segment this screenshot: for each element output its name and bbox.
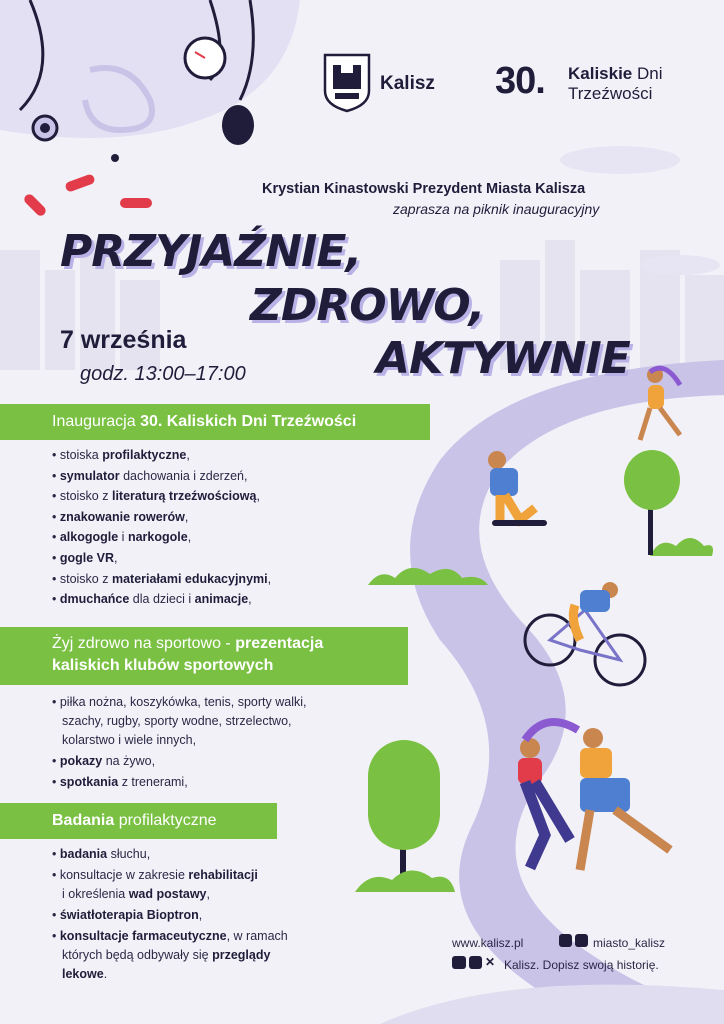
section2-list bbox=[52, 693, 307, 792]
list-item: • stoisko z materiałami edukacyjnymi, bbox=[52, 569, 271, 590]
section3-list bbox=[52, 845, 288, 984]
event-name-line1 bbox=[568, 64, 663, 84]
list-item: • dmuchańce dla dzieci i animacje, bbox=[52, 589, 271, 610]
social-handle[interactable]: miasto_kalisz bbox=[593, 936, 666, 950]
headline-line2: ZDROWO, bbox=[250, 280, 485, 331]
event-name-bold: Kaliskie bbox=[568, 64, 633, 83]
host-name: Krystian Kinastowski Prezydent Miasta Kalisza bbox=[262, 181, 586, 197]
section2-title-bold1: prezentacja bbox=[235, 635, 324, 652]
social-icons-row2 bbox=[452, 956, 498, 969]
list-item: • badania słuchu, bbox=[52, 845, 288, 864]
event-name-rest: Dni bbox=[632, 64, 663, 83]
instagram-icon[interactable] bbox=[575, 934, 588, 947]
slogan-text: Dopisz swoją historię. bbox=[539, 958, 659, 972]
section2-title-plain: Żyj zdrowo na sportowo - bbox=[52, 635, 236, 652]
website-link[interactable]: www.kalisz.pl bbox=[452, 936, 524, 950]
list-item: • stoisko z literaturą trzeźwościową, bbox=[52, 486, 271, 507]
list-item: • spotkania z trenerami, bbox=[52, 773, 307, 792]
x-icon[interactable]: ✕ bbox=[485, 955, 496, 969]
bush bbox=[355, 870, 455, 892]
event-date: 7 września bbox=[60, 326, 187, 354]
city-name: Kalisz bbox=[380, 73, 435, 94]
headline-line3: AKTYWNIE bbox=[376, 333, 630, 384]
pill bbox=[22, 192, 47, 217]
list-item: • konsultacje farmaceutyczne, w ramach których będą odbywały się przeglądy lekowe. bbox=[52, 927, 288, 984]
section1-list bbox=[52, 445, 271, 610]
youtube-icon[interactable] bbox=[452, 956, 466, 969]
event-name-line2: Trzeźwości bbox=[568, 84, 653, 103]
city-slogan bbox=[504, 958, 659, 972]
runner-man bbox=[580, 728, 670, 870]
list-item: • znakowanie rowerów, bbox=[52, 507, 271, 528]
invitation-subtitle: zaprasza na piknik inauguracyjny bbox=[393, 201, 600, 217]
bush bbox=[650, 538, 713, 556]
kalisz-crest-icon bbox=[323, 53, 371, 113]
list-item: • pokazy na żywo, bbox=[52, 752, 307, 771]
section-sport-header bbox=[0, 627, 408, 685]
list-item: • piłka nożna, koszykówka, tenis, sporty walki, szachy, rugby, sporty wodne, strzelectwo, kolarstwo i wiele innych, bbox=[52, 693, 307, 750]
section2-title-bold2: kaliskich klubów sportowych bbox=[52, 657, 274, 674]
list-item: • światłoterapia Bioptron, bbox=[52, 906, 288, 925]
cloud bbox=[560, 146, 680, 174]
tree-crown bbox=[624, 450, 680, 510]
list-item: • konsultacje w zakresie rehabilitacji i określenia wad postawy, bbox=[52, 866, 288, 904]
stethoscope-tip bbox=[111, 154, 119, 162]
tiktok-icon[interactable] bbox=[559, 934, 572, 947]
list-item: • symulator dachowania i zderzeń, bbox=[52, 466, 271, 487]
pill bbox=[64, 173, 96, 193]
event-time: godz. 13:00–17:00 bbox=[80, 363, 246, 385]
section3-title-bold: Badania bbox=[52, 812, 115, 829]
section1-title-bold: 30. Kaliskich Dni Trzeźwości bbox=[140, 413, 357, 430]
social-icons-row1 bbox=[559, 934, 588, 947]
cloud bbox=[640, 255, 720, 275]
section1-title-plain: Inauguracja bbox=[52, 413, 141, 430]
section3-title-plain: profilaktyczne bbox=[114, 812, 217, 829]
list-item: • stoiska profilaktyczne, bbox=[52, 445, 271, 466]
slogan-city: Kalisz. bbox=[504, 958, 540, 972]
list-item: • alkogogle i narkogole, bbox=[52, 527, 271, 548]
bottom-lavender-blob bbox=[380, 985, 724, 1024]
headline-line1: PRZYJAŹNIE, bbox=[60, 226, 362, 277]
stethoscope-chestpiece-center bbox=[40, 123, 50, 133]
section-inauguration-header bbox=[0, 404, 430, 440]
pressure-bulb bbox=[222, 105, 254, 145]
skater-figure bbox=[488, 451, 547, 526]
section-checkups-header bbox=[0, 803, 277, 839]
pill bbox=[120, 198, 152, 208]
event-number: 30. bbox=[495, 60, 545, 102]
list-item: • gogle VR, bbox=[52, 548, 271, 569]
road bbox=[410, 360, 724, 1024]
tree-crown bbox=[368, 740, 440, 850]
facebook-icon[interactable] bbox=[469, 956, 482, 969]
